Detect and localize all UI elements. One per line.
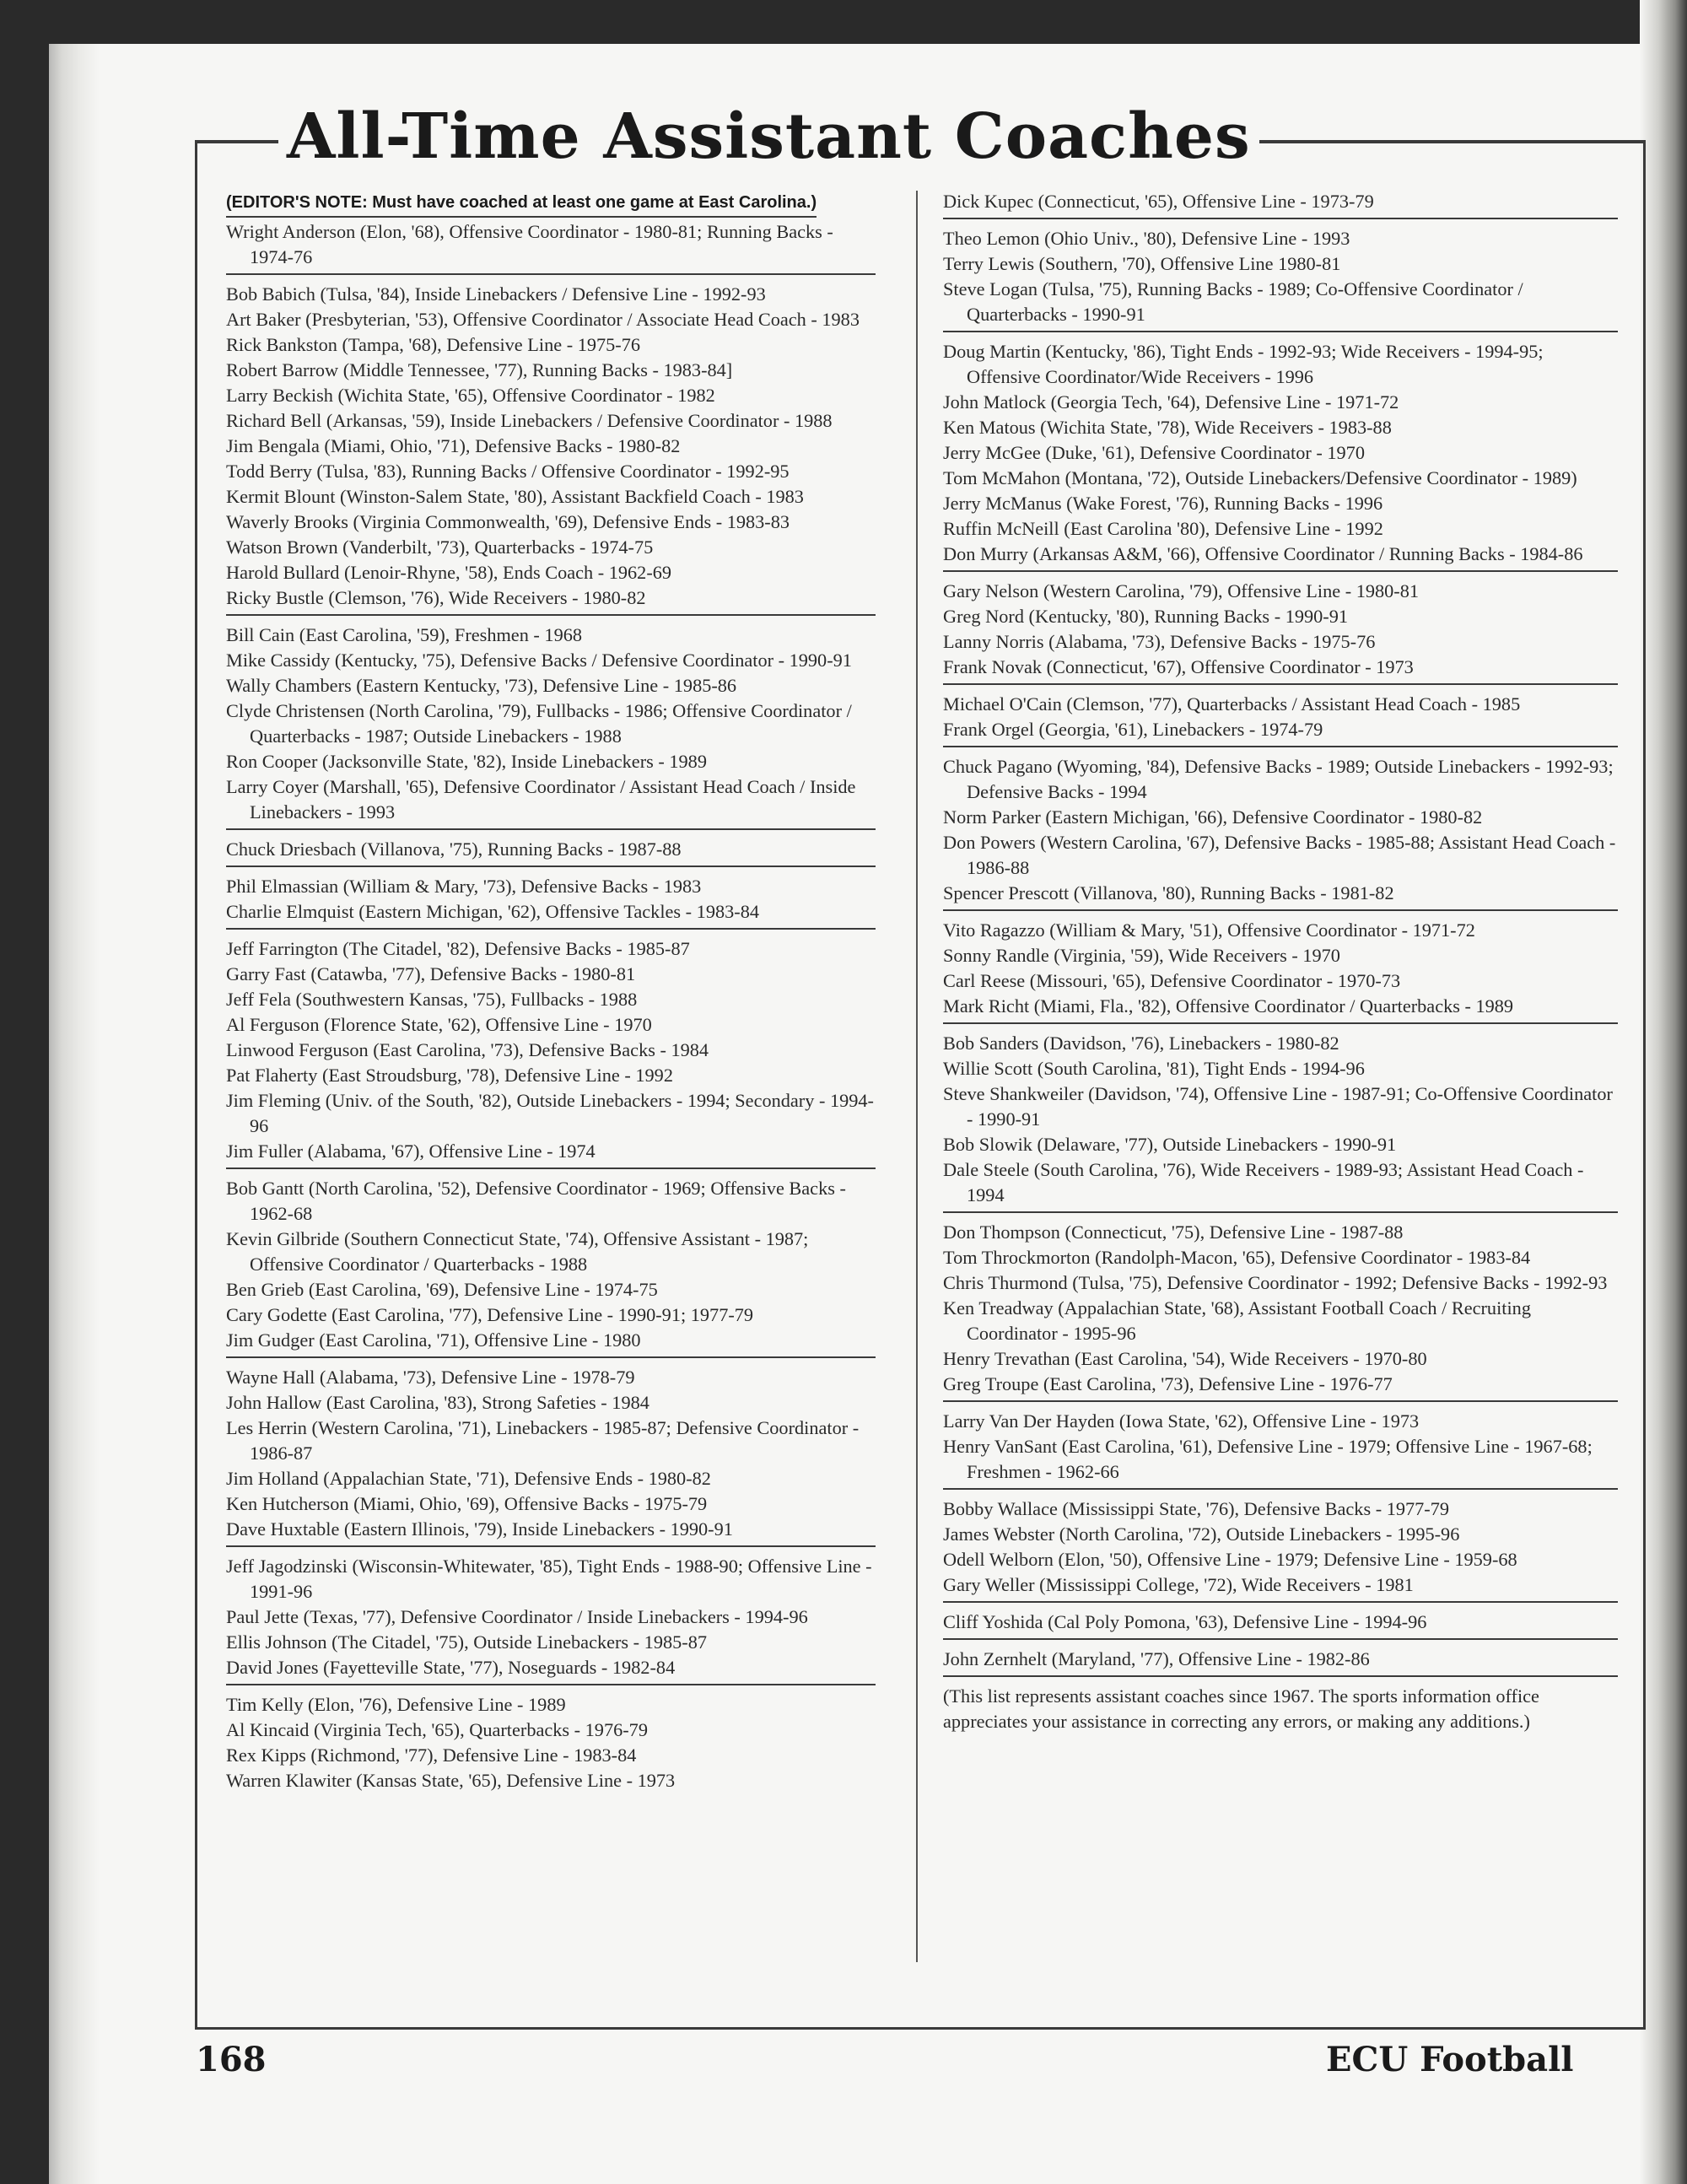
letter-group — [943, 579, 1618, 685]
coach-entry: Chuck Pagano (Wyoming, '84), Defensive Backs - 1989; Outside Linebackers - 1992-93; Defensive Backs - 1994 — [943, 756, 1614, 802]
coach-entry: Larry Coyer (Marshall, '65), Defensive Coordinator / Assistant Head Coach / Inside Linebackers - 1993 — [226, 776, 856, 822]
left-coach-list — [226, 219, 876, 1797]
coach-entry: Watson Brown (Vanderbilt, '73), Quarterbacks - 1974-75 — [226, 537, 654, 558]
coach-entry: Sonny Randle (Virginia, '59), Wide Receivers - 1970 — [943, 945, 1340, 966]
coach-entry: Ron Cooper (Jacksonville State, '82), Inside Linebackers - 1989 — [226, 751, 707, 772]
coach-entry: Rick Bankston (Tampa, '68), Defensive Line - 1975-76 — [226, 334, 641, 355]
editor-note: (EDITOR'S NOTE: Must have coached at least one game at East Carolina.) — [226, 190, 817, 218]
letter-group — [943, 339, 1618, 572]
coach-entry: Theo Lemon (Ohio Univ., '80), Defensive Line - 1993 — [943, 228, 1350, 249]
coach-entry: Warren Klawiter (Kansas State, '65), Defensive Line - 1973 — [226, 1770, 676, 1791]
coach-entry: Al Ferguson (Florence State, '62), Offensive Line - 1970 — [226, 1014, 652, 1035]
coach-entry: Don Powers (Western Carolina, '67), Defensive Backs - 1985-88; Assistant Head Coach - 1986-88 — [943, 832, 1616, 878]
coach-entry: Steve Shankweiler (Davidson, '74), Offensive Line - 1987-91; Co-Offensive Coordinator - 1990-91 — [943, 1083, 1613, 1130]
letter-group — [943, 918, 1618, 1024]
coach-entry: Harold Bullard (Lenoir-Rhyne, '58), Ends Coach - 1962-69 — [226, 562, 672, 583]
coach-entry: Chris Thurmond (Tulsa, '75), Defensive Coordinator - 1992; Defensive Backs - 1992-93 — [943, 1272, 1608, 1293]
coach-entry: Frank Novak (Connecticut, '67), Offensive Coordinator - 1973 — [943, 656, 1414, 677]
coach-entry: Charlie Elmquist (Eastern Michigan, '62), Offensive Tackles - 1983-84 — [226, 901, 759, 922]
coach-entry: David Jones (Fayetteville State, '77), Noseguards - 1982-84 — [226, 1657, 676, 1678]
coach-entry: Al Kincaid (Virginia Tech, '65), Quarterbacks - 1976-79 — [226, 1719, 648, 1740]
coach-entry: Richard Bell (Arkansas, '59), Inside Linebackers / Defensive Coordinator - 1988 — [226, 410, 833, 431]
coach-entry: Jim Holland (Appalachian State, '71), Defensive Ends - 1980-82 — [226, 1468, 711, 1489]
letter-group — [943, 1610, 1618, 1640]
coach-entry: Wally Chambers (Eastern Kentucky, '73), Defensive Line - 1985-86 — [226, 675, 737, 696]
letter-group — [226, 936, 876, 1169]
coach-entry: Bob Sanders (Davidson, '76), Linebackers - 1980-82 — [943, 1033, 1339, 1054]
coach-entry: Ben Grieb (East Carolina, '69), Defensive Line - 1974-75 — [226, 1279, 658, 1300]
coach-entry: Tom McMahon (Montana, '72), Outside Linebackers/Defensive Coordinator - 1989) — [943, 467, 1577, 488]
coach-entry: Jim Bengala (Miami, Ohio, '71), Defensive Backs - 1980-82 — [226, 435, 681, 456]
coach-entry: Kermit Blount (Winston-Salem State, '80), Assistant Backfield Coach - 1983 — [226, 486, 804, 507]
letter-group — [943, 1496, 1618, 1603]
column-divider — [916, 191, 918, 1962]
coach-entry: Willie Scott (South Carolina, '81), Tight Ends - 1994-96 — [943, 1058, 1365, 1079]
coach-entry: Frank Orgel (Georgia, '61), Linebackers - 1974-79 — [943, 719, 1323, 740]
coach-entry: Jim Fuller (Alabama, '67), Offensive Line - 1974 — [226, 1141, 596, 1162]
coach-entry: Jerry McGee (Duke, '61), Defensive Coordinator - 1970 — [943, 442, 1365, 463]
coach-entry: Gary Weller (Mississippi College, '72), Wide Receivers - 1981 — [943, 1574, 1414, 1595]
letter-group — [943, 754, 1618, 911]
coach-entry: Bobby Wallace (Mississippi State, '76), Defensive Backs - 1977-79 — [943, 1498, 1450, 1519]
coach-entry: Greg Troupe (East Carolina, '73), Defensive Line - 1976-77 — [943, 1373, 1393, 1394]
coach-entry: Mike Cassidy (Kentucky, '75), Defensive Backs / Defensive Coordinator - 1990-91 — [226, 650, 852, 671]
coach-entry: Cliff Yoshida (Cal Poly Pomona, '63), Defensive Line - 1994-96 — [943, 1611, 1427, 1632]
letter-group — [226, 837, 876, 867]
letter-group — [226, 1365, 876, 1547]
coach-entry: Henry VanSant (East Carolina, '61), Defensive Line - 1979; Offensive Line - 1967-68; Freshmen - 1962-66 — [943, 1436, 1593, 1482]
coach-entry: Don Murry (Arkansas A&M, '66), Offensive Coordinator / Running Backs - 1984-86 — [943, 543, 1583, 564]
coach-entry: Linwood Ferguson (East Carolina, '73), Defensive Backs - 1984 — [226, 1039, 709, 1060]
coach-entry: Ruffin McNeill (East Carolina '80), Defensive Line - 1992 — [943, 518, 1383, 539]
coach-entry: Chuck Driesbach (Villanova, '75), Running Backs - 1987-88 — [226, 839, 682, 860]
letter-group — [943, 1409, 1618, 1490]
coach-entry: Ken Hutcherson (Miami, Ohio, '69), Offensive Backs - 1975-79 — [226, 1493, 708, 1514]
coach-entry: Cary Godette (East Carolina, '77), Defensive Line - 1990-91; 1977-79 — [226, 1304, 754, 1325]
coach-entry: Doug Martin (Kentucky, '86), Tight Ends - 1992-93; Wide Receivers - 1994-95; Offensive Coordinator/Wide Receivers - 1996 — [943, 341, 1544, 387]
coach-entry: Bob Gantt (North Carolina, '52), Defensive Coordinator - 1969; Offensive Backs - 1962-68 — [226, 1178, 846, 1224]
coach-entry: Jim Fleming (Univ. of the South, '82), Outside Linebackers - 1994; Secondary - 1994-96 — [226, 1090, 874, 1136]
coach-entry: James Webster (North Carolina, '72), Outside Linebackers - 1995-96 — [943, 1523, 1460, 1545]
coach-entry: Tom Throckmorton (Randolph-Macon, '65), Defensive Coordinator - 1983-84 — [943, 1247, 1531, 1268]
coach-entry: Garry Fast (Catawba, '77), Defensive Backs - 1980-81 — [226, 963, 636, 984]
letter-group — [943, 226, 1618, 332]
coach-entry: Jeff Jagodzinski (Wisconsin-Whitewater, '85), Tight Ends - 1988-90; Offensive Line - 1991-96 — [226, 1556, 872, 1602]
coach-entry: Henry Trevathan (East Carolina, '54), Wide Receivers - 1970-80 — [943, 1348, 1427, 1369]
letter-group — [226, 1176, 876, 1358]
coach-entry: Ellis Johnson (The Citadel, '75), Outside Linebackers - 1985-87 — [226, 1631, 707, 1653]
coach-entry: Robert Barrow (Middle Tennessee, '77), Running Backs - 1983-84] — [226, 359, 733, 380]
coach-entry: Odell Welborn (Elon, '50), Offensive Line - 1979; Defensive Line - 1959-68 — [943, 1549, 1517, 1570]
coach-entry: Dick Kupec (Connecticut, '65), Offensive Line - 1973-79 — [943, 191, 1374, 212]
coach-entry: Jeff Fela (Southwestern Kansas, '75), Fullbacks - 1988 — [226, 989, 638, 1010]
coach-entry: Clyde Christensen (North Carolina, '79), Fullbacks - 1986; Offensive Coordinator / Quarterbacks - 1987; Outside Linebackers - 1988 — [226, 700, 852, 747]
coach-entry: Wayne Hall (Alabama, '73), Defensive Line - 1978-79 — [226, 1367, 635, 1388]
coach-entry: Art Baker (Presbyterian, '53), Offensive Coordinator / Associate Head Coach - 1983 — [226, 309, 860, 330]
coach-entry: Phil Elmassian (William & Mary, '73), Defensive Backs - 1983 — [226, 876, 702, 897]
coach-entry: Terry Lewis (Southern, '70), Offensive Line 1980-81 — [943, 253, 1341, 274]
coach-entry: Les Herrin (Western Carolina, '71), Linebackers - 1985-87; Defensive Coordinator - 1986-87 — [226, 1417, 860, 1464]
left-column — [226, 189, 876, 1804]
coach-entry: Jim Gudger (East Carolina, '71), Offensive Line - 1980 — [226, 1329, 641, 1351]
coach-entry: John Matlock (Georgia Tech, '64), Defensive Line - 1971-72 — [943, 391, 1399, 413]
coach-entry: Bob Slowik (Delaware, '77), Outside Linebackers - 1990-91 — [943, 1134, 1397, 1155]
coach-entry: Todd Berry (Tulsa, '83), Running Backs / Offensive Coordinator - 1992-95 — [226, 461, 790, 482]
coach-entry: Don Thompson (Connecticut, '75), Defensive Line - 1987-88 — [943, 1221, 1404, 1243]
coach-entry: Jeff Farrington (The Citadel, '82), Defensive Backs - 1985-87 — [226, 938, 690, 959]
letter-group — [226, 1692, 876, 1797]
coach-entry: Mark Richt (Miami, Fla., '82), Offensive Coordinator / Quarterbacks - 1989 — [943, 995, 1514, 1017]
coach-entry: John Hallow (East Carolina, '83), Strong Safeties - 1984 — [226, 1392, 649, 1413]
coach-entry: Tim Kelly (Elon, '76), Defensive Line - 1989 — [226, 1694, 566, 1715]
coach-entry: Jerry McManus (Wake Forest, '76), Running Backs - 1996 — [943, 493, 1383, 514]
coach-entry: Kevin Gilbride (Southern Connecticut State, '74), Offensive Assistant - 1987; Offensive Coordinator / Quarterbacks - 1988 — [226, 1228, 809, 1275]
letter-group — [943, 1220, 1618, 1402]
letter-group — [943, 189, 1618, 219]
coach-entry: Wright Anderson (Elon, '68), Offensive Coordinator - 1980-81; Running Backs - 1974-76 — [226, 221, 833, 267]
letter-group — [226, 874, 876, 930]
coach-entry: Paul Jette (Texas, '77), Defensive Coordinator / Inside Linebackers - 1994-96 — [226, 1606, 808, 1627]
page-number: 168 — [196, 2040, 267, 2079]
coach-entry: Gary Nelson (Western Carolina, '79), Offensive Line - 1980-81 — [943, 580, 1420, 601]
coach-entry: Dave Huxtable (Eastern Illinois, '79), Inside Linebackers - 1990-91 — [226, 1518, 733, 1540]
footer-brand: ECU Football — [1326, 2040, 1574, 2079]
coach-entry: Larry Van Der Hayden (Iowa State, '62), Offensive Line - 1973 — [943, 1410, 1420, 1432]
coach-entry: Norm Parker (Eastern Michigan, '66), Defensive Coordinator - 1980-82 — [943, 806, 1483, 828]
page-stack-edge — [49, 44, 100, 2184]
letter-group — [943, 692, 1618, 747]
coach-entry: Ken Treadway (Appalachian State, '68), Assistant Football Coach / Recruiting Coordinator - 1995-96 — [943, 1297, 1531, 1344]
coach-entry: Ken Matous (Wichita State, '78), Wide Receivers - 1983-88 — [943, 417, 1392, 438]
coach-entry: Spencer Prescott (Villanova, '80), Running Backs - 1981-82 — [943, 882, 1394, 903]
coach-entry: Steve Logan (Tulsa, '75), Running Backs - 1989; Co-Offensive Coordinator / Quarterbacks - 1990-91 — [943, 278, 1523, 325]
coach-entry: Rex Kipps (Richmond, '77), Defensive Line - 1983-84 — [226, 1745, 637, 1766]
coach-entry: Vito Ragazzo (William & Mary, '51), Offensive Coordinator - 1971-72 — [943, 919, 1475, 941]
letter-group — [943, 1031, 1618, 1213]
coach-entry: Michael O'Cain (Clemson, '77), Quarterbacks / Assistant Head Coach - 1985 — [943, 693, 1521, 715]
list-footnote: (This list represents assistant coaches since 1967. The sports information office appreciates your assistance in correcting any errors, or making any additions.) — [943, 1685, 1539, 1732]
right-coach-list — [943, 189, 1618, 1677]
coach-entry: Bill Cain (East Carolina, '59), Freshmen - 1968 — [226, 624, 583, 645]
coach-entry: John Zernhelt (Maryland, '77), Offensive Line - 1982-86 — [943, 1648, 1370, 1669]
letter-group — [226, 282, 876, 616]
coach-entry: Carl Reese (Missouri, '65), Defensive Coordinator - 1970-73 — [943, 970, 1401, 991]
coach-entry: Waverly Brooks (Virginia Commonwealth, '69), Defensive Ends - 1983-83 — [226, 511, 790, 532]
letter-group — [943, 1647, 1618, 1677]
coach-entry: Larry Beckish (Wichita State, '65), Offensive Coordinator - 1982 — [226, 385, 715, 406]
coach-entry: Ricky Bustle (Clemson, '76), Wide Receivers - 1980-82 — [226, 587, 646, 608]
coach-entry: Pat Flaherty (East Stroudsburg, '78), Defensive Line - 1992 — [226, 1065, 673, 1086]
page-title: All-Time Assistant Coaches — [278, 94, 1259, 179]
page-gutter-edge — [1640, 0, 1687, 2184]
coach-entry: Lanny Norris (Alabama, '73), Defensive Backs - 1975-76 — [943, 631, 1376, 652]
coach-entry: Greg Nord (Kentucky, '80), Running Backs - 1990-91 — [943, 606, 1349, 627]
right-column — [943, 189, 1618, 1734]
letter-group — [226, 623, 876, 830]
coach-entry: Bob Babich (Tulsa, '84), Inside Linebackers / Defensive Line - 1992-93 — [226, 283, 766, 305]
letter-group — [226, 219, 876, 275]
letter-group — [226, 1554, 876, 1685]
coach-entry: Dale Steele (South Carolina, '76), Wide Receivers - 1989-93; Assistant Head Coach - 1994 — [943, 1159, 1584, 1205]
